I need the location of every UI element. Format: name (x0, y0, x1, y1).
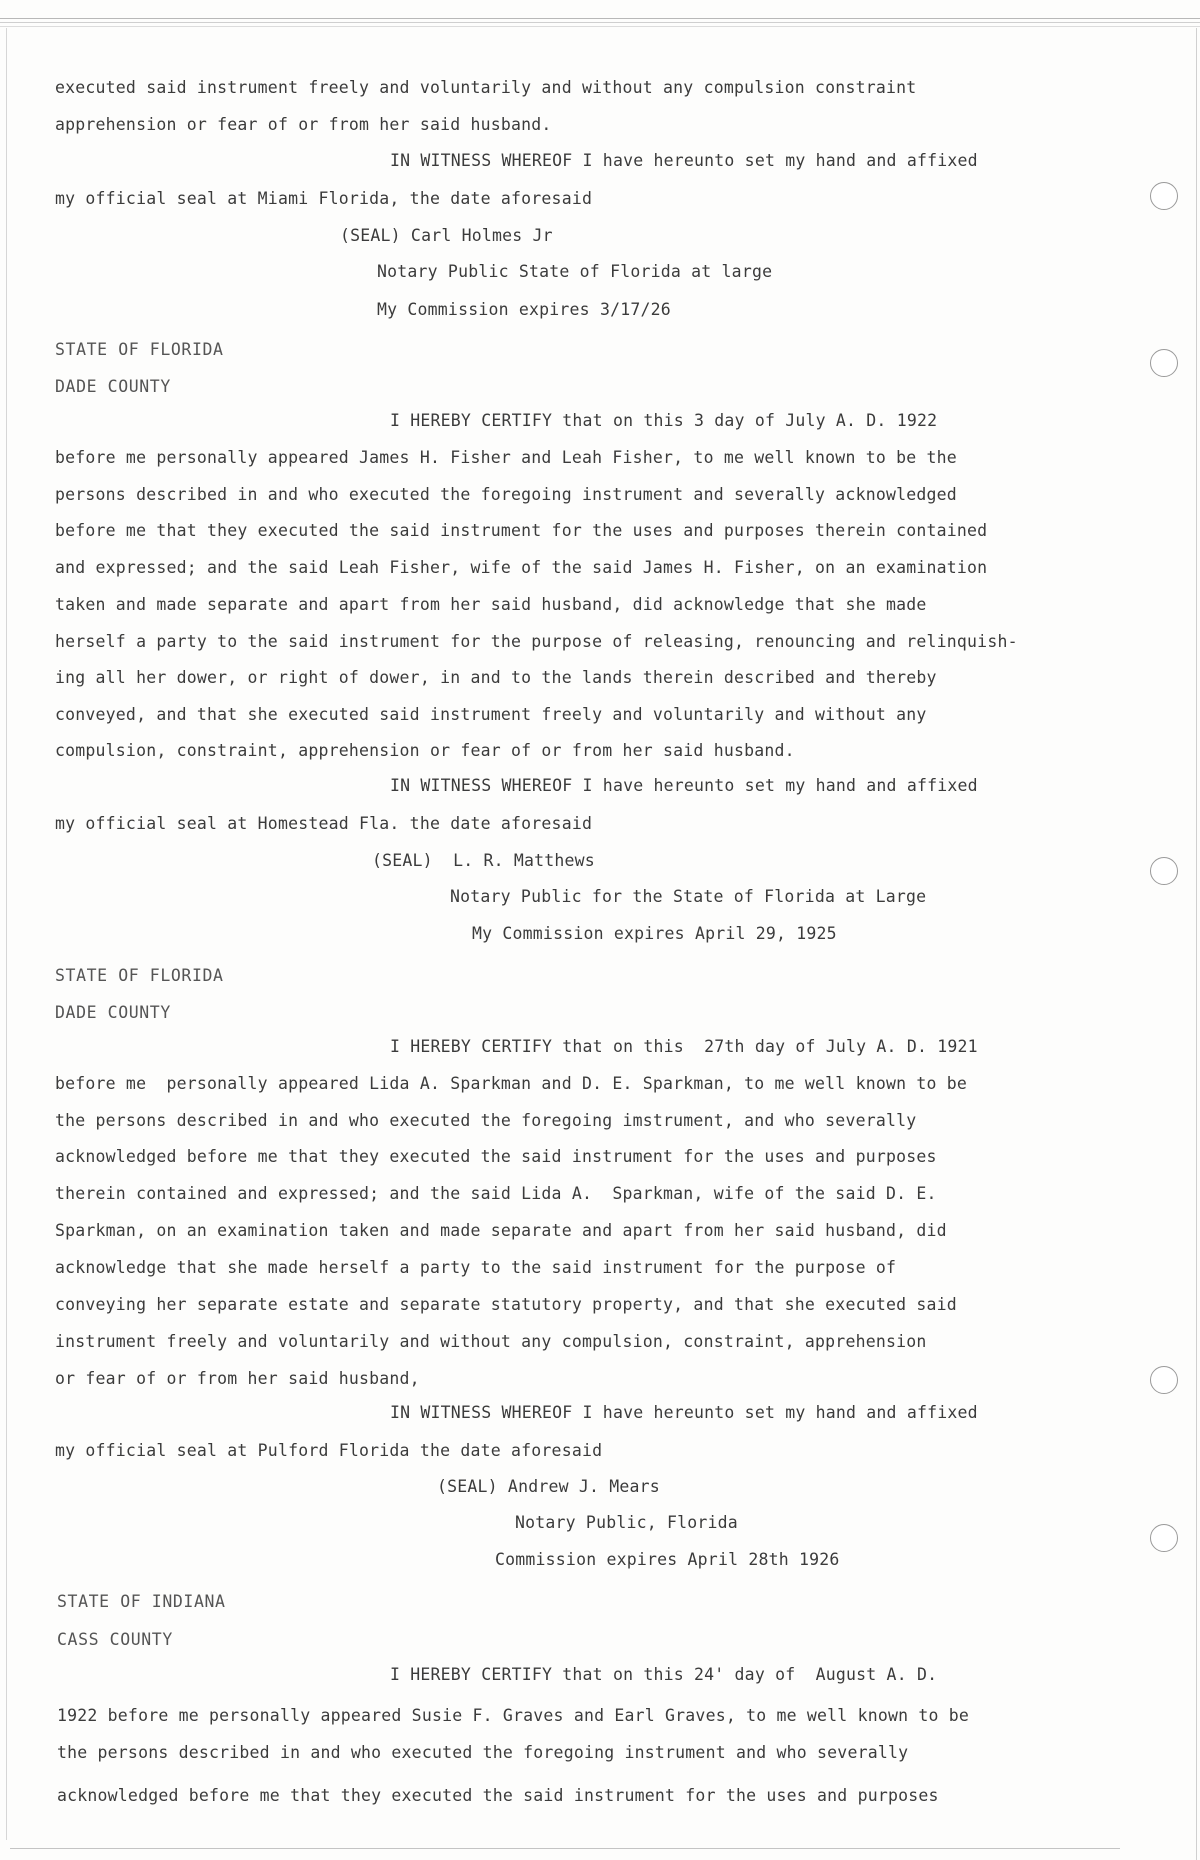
seal-signature: (SEAL) L. R. Matthews (372, 851, 595, 870)
text-line: my official seal at Pulford Florida the date aforesaid (55, 1441, 603, 1460)
text-line: and expressed; and the said Leah Fisher, wife of the said James H. Fisher, on an examination (55, 558, 988, 577)
punch-hole (1150, 857, 1178, 885)
notary-title: Notary Public State of Florida at large (377, 262, 773, 281)
county-heading: DADE COUNTY (55, 1003, 171, 1022)
text-line: acknowledged before me that they executed the said instrument for the uses and purposes (57, 1786, 939, 1805)
state-heading: STATE OF FLORIDA (55, 966, 224, 985)
text-line: herself a party to the said instrument for the purpose of releasing, renouncing and relinquish- (55, 632, 1018, 651)
left-page-edge (6, 28, 7, 1840)
text-line: ing all her dower, or right of dower, in and to the lands therein described and thereby (55, 668, 937, 687)
seal-signature: (SEAL) Andrew J. Mears (437, 1477, 660, 1496)
seal-signature: (SEAL) Carl Holmes Jr (340, 226, 553, 245)
certify-line: I HEREBY CERTIFY that on this 27th day of July A. D. 1921 (390, 1037, 978, 1056)
punch-hole (1150, 1366, 1178, 1394)
text-line: the persons described in and who executed the foregoing instrument and who severally (57, 1743, 909, 1762)
text-line: conveyed, and that she executed said instrument freely and voluntarily and without any (55, 705, 927, 724)
witness-line: IN WITNESS WHEREOF I have hereunto set my hand and affixed (390, 1403, 978, 1422)
text-line: apprehension or fear of or from her said husband. (55, 115, 552, 134)
notary-title: Notary Public, Florida (515, 1513, 738, 1532)
witness-line: IN WITNESS WHEREOF I have hereunto set my hand and affixed (390, 776, 978, 795)
text-line: my official seal at Miami Florida, the date aforesaid (55, 189, 593, 208)
text-line: taken and made separate and apart from her said husband, did acknowledge that she made (55, 595, 927, 614)
punch-hole (1150, 1524, 1178, 1552)
text-line: conveying her separate estate and separate statutory property, and that she executed said (55, 1295, 957, 1314)
text-line: persons described in and who executed the foregoing instrument and severally acknowledged (55, 485, 957, 504)
text-line: 1922 before me personally appeared Susie F. Graves and Earl Graves, to me well known to be (57, 1706, 970, 1725)
notary-title: Notary Public for the State of Florida at Large (450, 887, 927, 906)
commission-expiry: My Commission expires April 29, 1925 (472, 924, 837, 943)
certify-line: I HEREBY CERTIFY that on this 3 day of July A. D. 1922 (390, 411, 938, 430)
text-line: before me personally appeared James H. Fisher and Leah Fisher, to me well known to be the (55, 448, 957, 467)
text-line: Sparkman, on an examination taken and made separate and apart from her said husband, did (55, 1221, 947, 1240)
punch-hole (1150, 182, 1178, 210)
text-line: or fear of or from her said husband, (55, 1369, 420, 1388)
county-heading: DADE COUNTY (55, 377, 171, 396)
bottom-rule (10, 1848, 1120, 1849)
text-line: my official seal at Homestead Fla. the date aforesaid (55, 814, 593, 833)
commission-expiry: My Commission expires 3/17/26 (377, 300, 671, 319)
text-line: acknowledge that she made herself a party to the said instrument for the purpose of (55, 1258, 897, 1277)
state-heading: STATE OF INDIANA (57, 1592, 226, 1611)
text-line: instrument freely and voluntarily and without any compulsion, constraint, apprehension (55, 1332, 927, 1351)
text-line: before me that they executed the said instrument for the uses and purposes therein contained (55, 521, 988, 540)
top-rule-tertiary (0, 26, 1200, 27)
text-line: executed said instrument freely and voluntarily and without any compulsion constraint (55, 78, 917, 97)
state-heading: STATE OF FLORIDA (55, 340, 224, 359)
text-line: before me personally appeared Lida A. Sparkman and D. E. Sparkman, to me well known to be (55, 1074, 968, 1093)
text-line: acknowledged before me that they executed the said instrument for the uses and purposes (55, 1147, 937, 1166)
certify-line: I HEREBY CERTIFY that on this 24' day of August A. D. (390, 1665, 938, 1684)
text-line: therein contained and expressed; and the said Lida A. Sparkman, wife of the said D. E. (55, 1184, 937, 1203)
county-heading: CASS COUNTY (57, 1630, 173, 1649)
text-line: the persons described in and who executed the foregoing imstrument, and who severally (55, 1111, 917, 1130)
punch-hole (1150, 349, 1178, 377)
top-rule (0, 18, 1200, 19)
witness-line: IN WITNESS WHEREOF I have hereunto set my hand and affixed (390, 151, 978, 170)
top-rule-secondary (0, 22, 1200, 23)
right-page-edge (1196, 28, 1197, 1860)
text-line: compulsion, constraint, apprehension or fear of or from her said husband. (55, 741, 795, 760)
commission-expiry: Commission expires April 28th 1926 (495, 1550, 840, 1569)
